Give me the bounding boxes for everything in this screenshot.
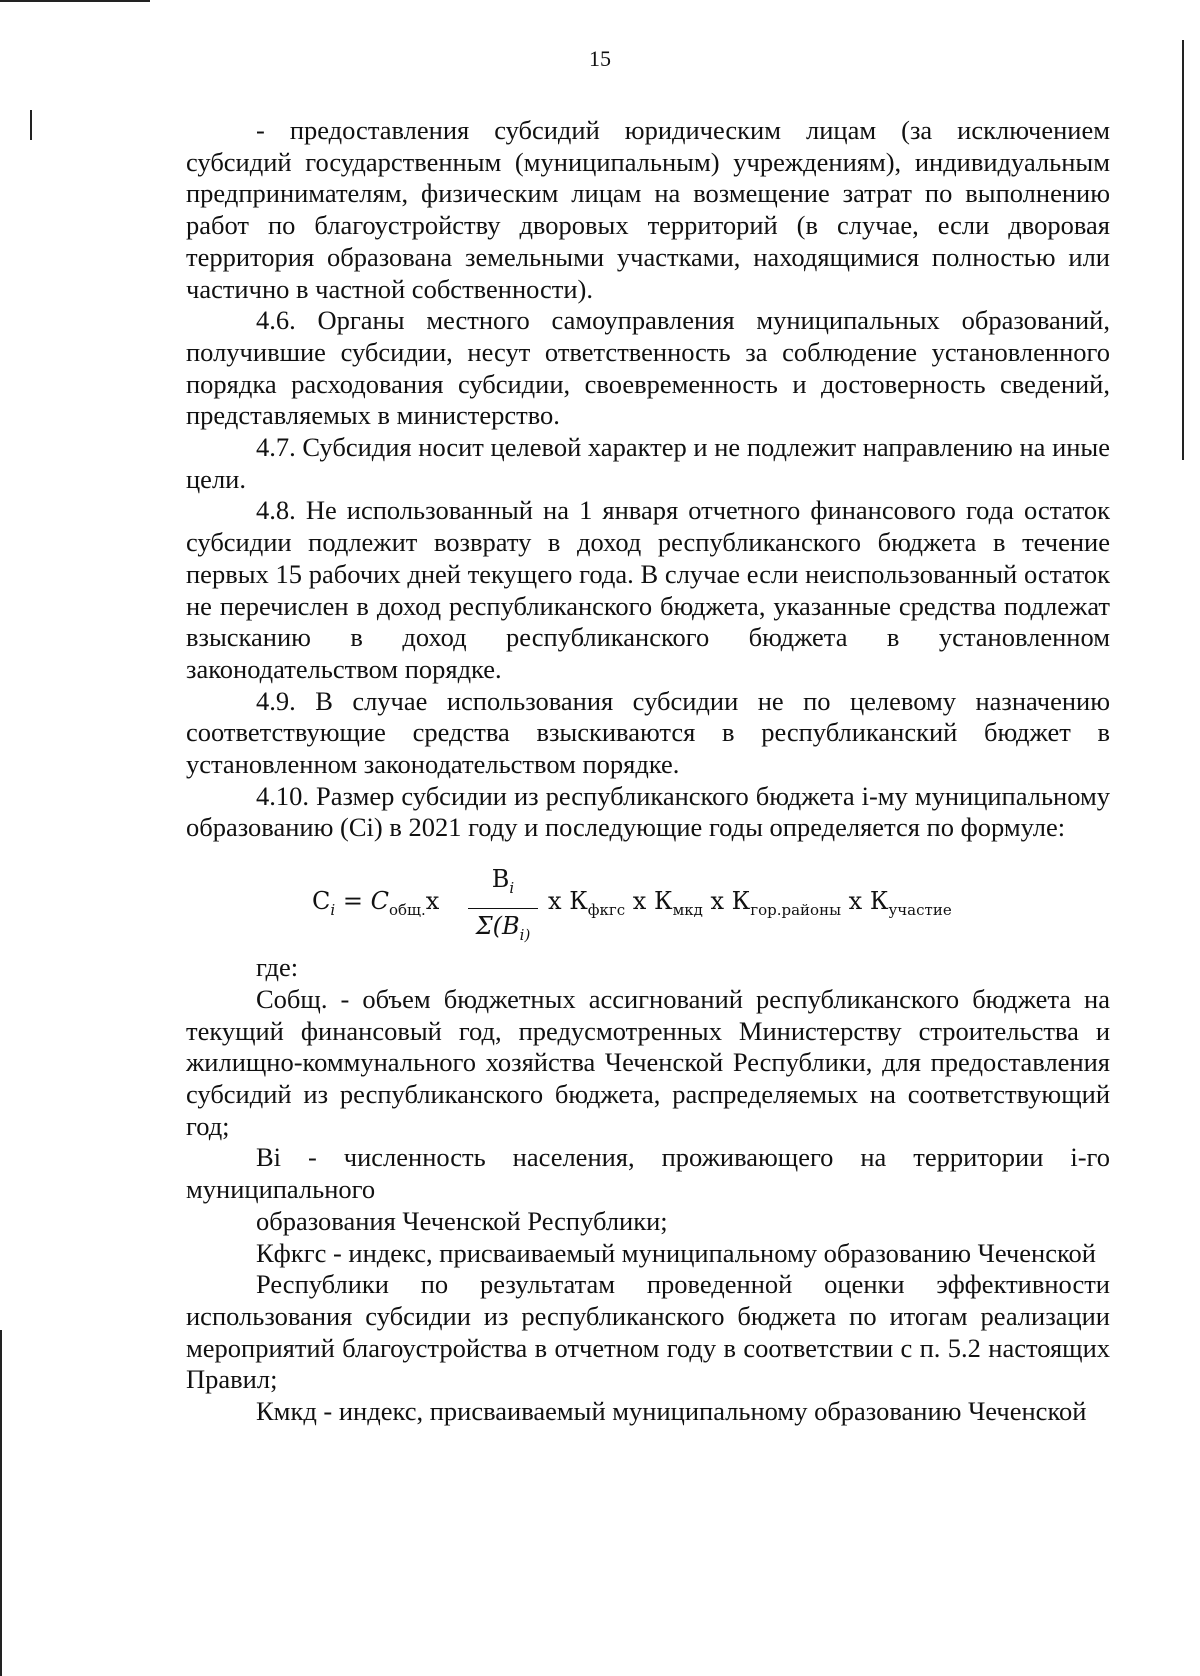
definition-kfkgs-continued: Республики по результатам проведенной оценки эффективности использования субсидии из республиканского бюджета по итогам реализации мероприятий благоустройства в отчетном году в соответствии с п. 5.2 настоящих Правил;: [186, 1269, 1110, 1395]
definition-kmkd: Кмкд - индекс, присваиваемый муниципальному образованию Чеченской: [256, 1396, 1087, 1427]
scan-edge-left-line: [30, 110, 32, 140]
scan-edge-right-line: [1182, 40, 1184, 460]
formula-denominator: $\Sigma(B_{i)}$: [475, 911, 531, 944]
scan-edge-top-line: [0, 0, 150, 2]
scan-edge-left-lower-line: [0, 1330, 2, 1676]
document-body: [186, 115, 1110, 1428]
paragraph-4-8: 4.8. Не использованный на 1 января отчетного финансового года остаток субсидии подлежит возврату в доход республиканского бюджета в течение первых 15 рабочих дней текущего года. В случае если неиспользованный остаток не перечислен в доход республиканского бюджета, указанные средства подлежат взысканию в доход республиканского бюджета в установленном законодательством порядке.: [186, 495, 1110, 684]
paragraph-4-10: 4.10. Размер субсидии из республиканского бюджета i-му муниципальному образованию (Ci) в 2021 году и последующие годы определяется по формуле:: [186, 780, 1110, 843]
paragraph-subsidies-legal-entities: - предоставления субсидий юридическим лицам (за исключением субсидий государственным (муниципальным) учреждениям), индивидуальным предпринимателям, физическим лицам на возмещение затрат по выполнению работ по благоустройству дворовых территорий (в случае, если дворовая территория образована земельными участками, находящимися полностью или частично в частной собственности).: [186, 115, 1110, 304]
definition-kfkgs: Кфкгс - индекс, присваиваемый муниципальному образованию Чеченской: [256, 1237, 1096, 1268]
paragraph-4-6: 4.6. Органы местного самоуправления муниципальных образований, получившие субсидии, несут ответственность за соблюдение установленного порядка расходования субсидии, своевременность и достоверность сведений, представляемых в министерство.: [186, 305, 1110, 431]
definition-bi: Bi - численность населения, проживающего на территории i-го муниципального: [186, 1142, 1110, 1205]
subsidy-formula: [186, 858, 1110, 950]
where-label: где:: [256, 952, 299, 983]
definition-bi-continued: образования Чеченской Республики;: [256, 1205, 668, 1236]
paragraph-4-9: 4.9. В случае использования субсидии не по целевому назначению соответствующие средства взыскиваются в республиканский бюджет в установленном законодательством порядке.: [186, 685, 1110, 780]
definition-c-total: Cобщ. - объем бюджетных ассигнований республиканского бюджета на текущий финансовый год, предусмотренных Министерству строительства и жилищно-коммунального хозяйства Чеченской Республики, для предоставления субсидий из республиканского бюджета, распределяемых на соответствующий год;: [186, 983, 1110, 1141]
paragraph-4-7: 4.7. Субсидия носит целевой характер и не подлежит направлению на иные цели.: [186, 432, 1110, 494]
page-number: 15: [589, 46, 611, 71]
formula-numerator: $B_i$: [468, 864, 538, 909]
formula-coefficients: x $К_{фкгс}$ x $К_{мкд}$ x $К_{гор.районы}$ x $К_{участие}$: [548, 887, 952, 919]
formula-lhs: $C_i = C_{общ.}x$: [312, 887, 440, 919]
formula-fraction: [468, 864, 538, 951]
